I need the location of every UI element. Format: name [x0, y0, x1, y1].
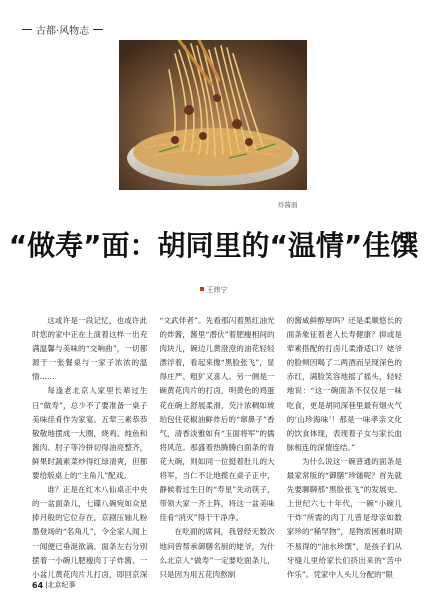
magazine-name: |北京纪事 [45, 581, 76, 589]
byline-marker-icon [200, 287, 204, 291]
hero-photo [119, 40, 307, 190]
paragraph: 这或许是一段记忆，也或许此时您的家中正在上演着这样一出充满温馨与美味的“交响曲”，一切都源于一张餐桌与一家子浓浓的温情…… [32, 316, 148, 382]
author-name: 王炜宁 [206, 286, 228, 294]
paragraph: 为什么说这一碗普通的面条是最家常版的“御膳”珍馐呢？首先就先要聊聊那“黑脸张飞”的发展史。上世纪六七十年代，一碗“小碗儿干炸”所需的肉丁儿曾是母亲如数家珍的“稀罕物”，是物质困难时期不易得的“油水珍馔”，是孩子们从牙缝儿里给家长们挤出来的“苦中作乐”。凭家中人头儿分配的“限 [286, 456, 402, 579]
paragraph: “文武伴者”。先看那闪着黑红油光的炸酱，酱里“潜伏”着肥瘦相间的肉块儿，碗边儿黄澄澄的油花轻轻漂浮着，看起来像“黑脸张飞”，显得庄严、粗犷又喜人。另一侧是一碗黄花肉片的打卤，明黄色的鸡蛋花在碗上舒展柔滑，芡汁浓稠如琥珀包住花椒油鲜炸后的“窜鼻子”香气，清香淡雅如有“玉面将军”的儒将风范。那盛着热腾腾白面条的青花大碗，则如同一位挺着肚儿的大将军，当仁不让地揽在桌子正中，静候着过生日的“寿星”先动筷子，带领大家一齐上阵，将这一盆美味佳肴“消灭”得干干净净。 [159, 316, 275, 523]
article-body [32, 314, 402, 584]
column-3 [287, 314, 402, 584]
section-dash-left [22, 29, 32, 30]
section-label: 古都·风物志 [36, 26, 90, 37]
section-dash-right [93, 29, 103, 30]
section-header [22, 22, 103, 37]
photo-caption: 炸酱面 [278, 201, 298, 209]
column-2 [159, 314, 274, 584]
paragraph: 每逢老北京人家里长辈过生日“做寿”，总少不了要准备一桌子美味佳肴作为家宴。五荤三素恭恭敬敬地摆成一大圈，烧鸡、炖鱼和酱肉、肘子等冷拼切得油亮整齐，鲜果时蔬素菜炒得红绿清爽，但都要给版桌上的“主角儿”配戏。 [32, 386, 148, 481]
noodle-photo-illustration [119, 40, 307, 190]
page-number: 64 [32, 580, 44, 590]
magazine-title: 北京纪事 [47, 581, 76, 589]
paragraph: 的酱咸鲜醇厚吗？还是柔顺悠长的面条象征着老人长寿健康？抑或是荤素搭配的打卤儿柔滑适口？姥爷的脸颊因喝了二两酒而呈现深色的赤红，满脸笑容地摇了摇头，轻轻地说：“这一碗面条不仅仅是一味吃食，更是胡同深巷里最有烟火气的‘山珍海味’！那是一味孝亲文化的饮食体现，表现着子女与家长血脉相连的深情连结。” [286, 316, 402, 452]
page-footer [32, 580, 76, 590]
paragraph: 谁？正是在红木八仙桌正中央的一盆面条儿，七碟八碗宛如众星捧月般的它位存在，京剧压轴儿粉墨登场的“名角儿”，令全家人闻上一闻便已垂涎欲滴。面条左右分别摆着一小碗儿肥瘦肉丁子炸酱、一小盆儿黄花肉片儿打卤，即回京深 [32, 485, 148, 579]
byline [0, 285, 427, 295]
column-1 [32, 314, 147, 584]
article-title: “做寿”面：胡同里的“温情”佳馔 [8, 229, 419, 262]
paragraph: 在吃面的席间，我曾经无数次地问曾帮承御膳名厨的姥爷，为什么北京人“做寿”一定要吃面条儿，只是因为用五花肉熬制 [159, 527, 275, 579]
